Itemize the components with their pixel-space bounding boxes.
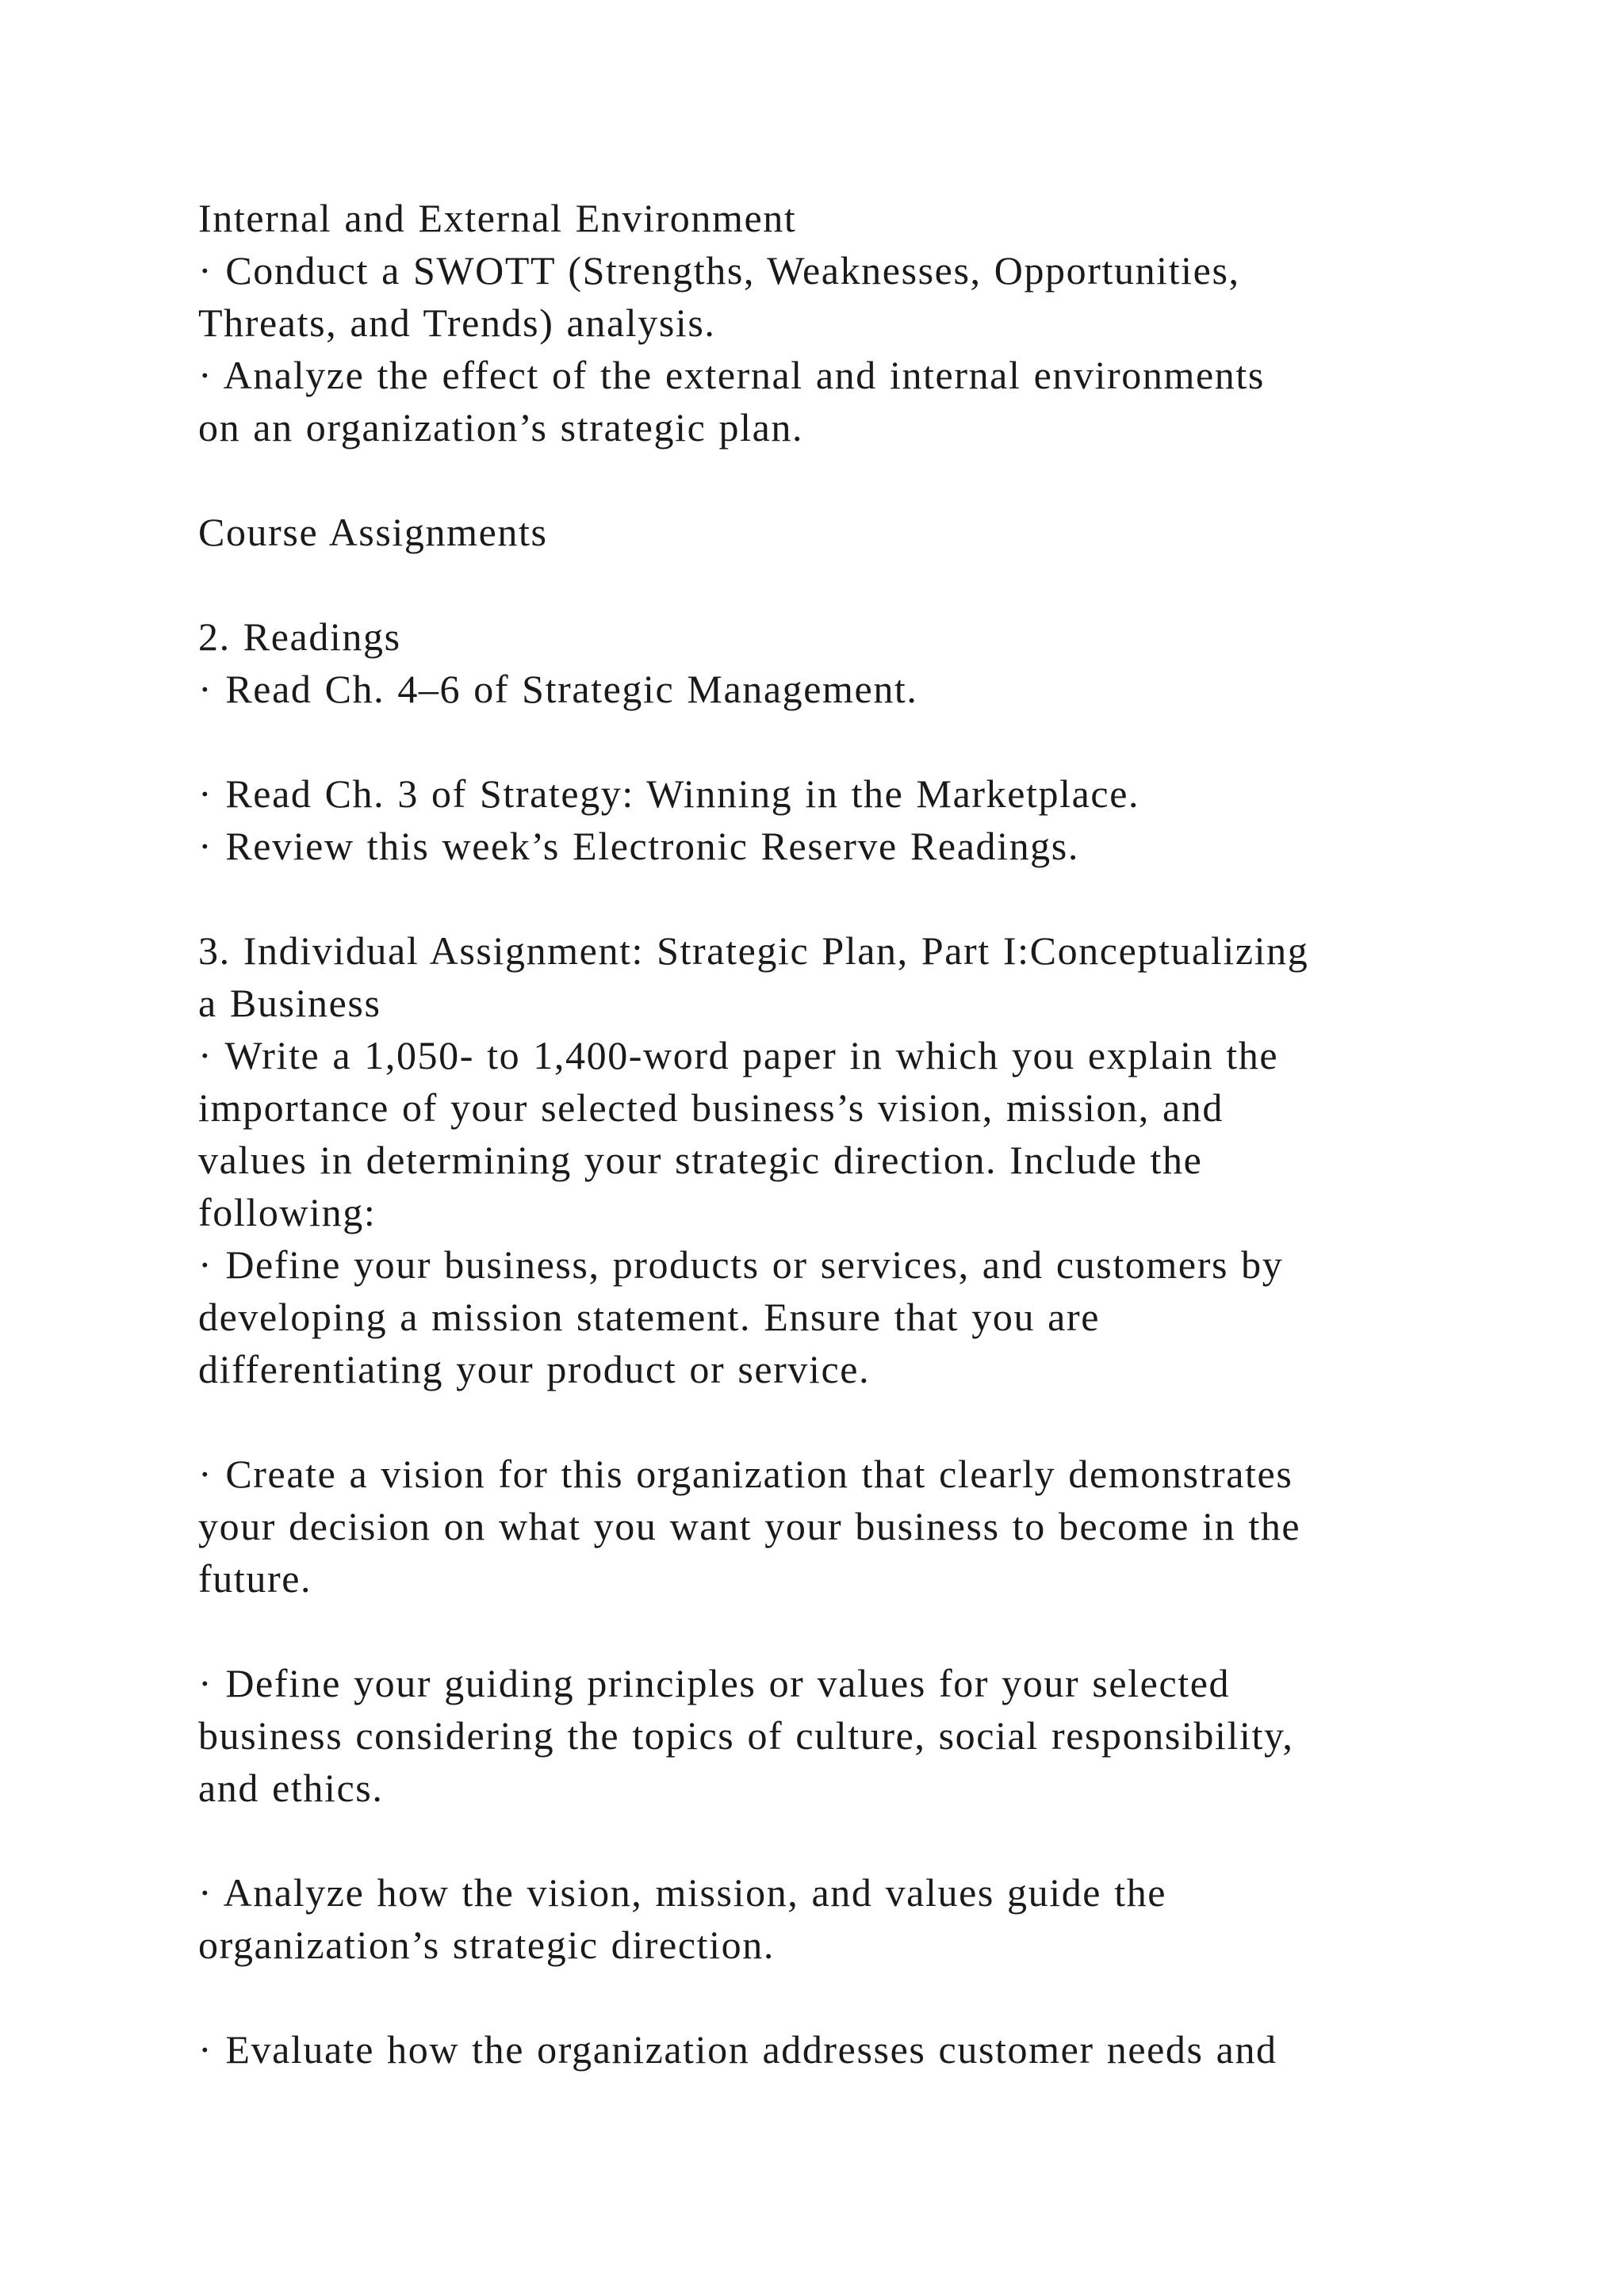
text-line: · Conduct a SWOTT (Strengths, Weaknesses, Opportunities, <box>198 248 1240 293</box>
text-line: · Define your guiding principles or values for your selected <box>198 1661 1231 1705</box>
section-heading-individual-assignment: 3. Individual Assignment: Strategic Plan, Part I:Conceptualizing <box>198 928 1309 973</box>
text-line: Threats, and Trends) analysis. <box>198 300 716 345</box>
document-body <box>198 192 1483 2076</box>
text-line: · Analyze how the vision, mission, and values guide the <box>198 1870 1167 1915</box>
section-heading-environment: Internal and External Environment <box>198 196 797 240</box>
text-line: your decision on what you want your business to become in the <box>198 1504 1301 1548</box>
text-line: and ethics. <box>198 1766 384 1810</box>
blank-line <box>198 715 1483 767</box>
text-line: a Business <box>198 981 381 1025</box>
text-line: · Analyze the effect of the external and internal environments <box>198 353 1265 397</box>
blank-line <box>198 872 1483 924</box>
text-line: · Write a 1,050- to 1,400-word paper in which you explain the <box>198 1033 1279 1077</box>
text-line: values in determining your strategic direction. Include the <box>198 1138 1203 1182</box>
blank-line <box>198 558 1483 610</box>
blank-line <box>198 453 1483 506</box>
text-line: differentiating your product or service. <box>198 1347 871 1391</box>
section-heading-readings: 2. Readings <box>198 614 401 659</box>
text-line: · Define your business, products or services, and customers by <box>198 1242 1284 1287</box>
text-line: future. <box>198 1556 312 1601</box>
blank-line <box>198 1971 1483 2023</box>
blank-line <box>198 1605 1483 1657</box>
text-line: developing a mission statement. Ensure that you are <box>198 1295 1101 1339</box>
text-line: · Evaluate how the organization addresses customer needs and <box>198 2027 1277 2072</box>
text-line: · Create a vision for this organization that clearly demonstrates <box>198 1452 1293 1496</box>
text-line: importance of your selected business’s vision, mission, and <box>198 1085 1224 1130</box>
blank-line <box>198 1395 1483 1448</box>
text-line: following: <box>198 1190 377 1234</box>
blank-line <box>198 1814 1483 1866</box>
text-line: on an organization’s strategic plan. <box>198 405 804 450</box>
section-heading-course-assignments: Course Assignments <box>198 510 548 554</box>
text-line: organization’s strategic direction. <box>198 1923 775 1967</box>
text-line: · Read Ch. 4–6 of Strategic Management. <box>198 667 918 711</box>
text-line: · Read Ch. 3 of Strategy: Winning in the Marketplace. <box>198 771 1140 816</box>
text-line: · Review this week’s Electronic Reserve Readings. <box>198 824 1079 868</box>
text-line: business considering the topics of culture, social responsibility, <box>198 1713 1294 1758</box>
